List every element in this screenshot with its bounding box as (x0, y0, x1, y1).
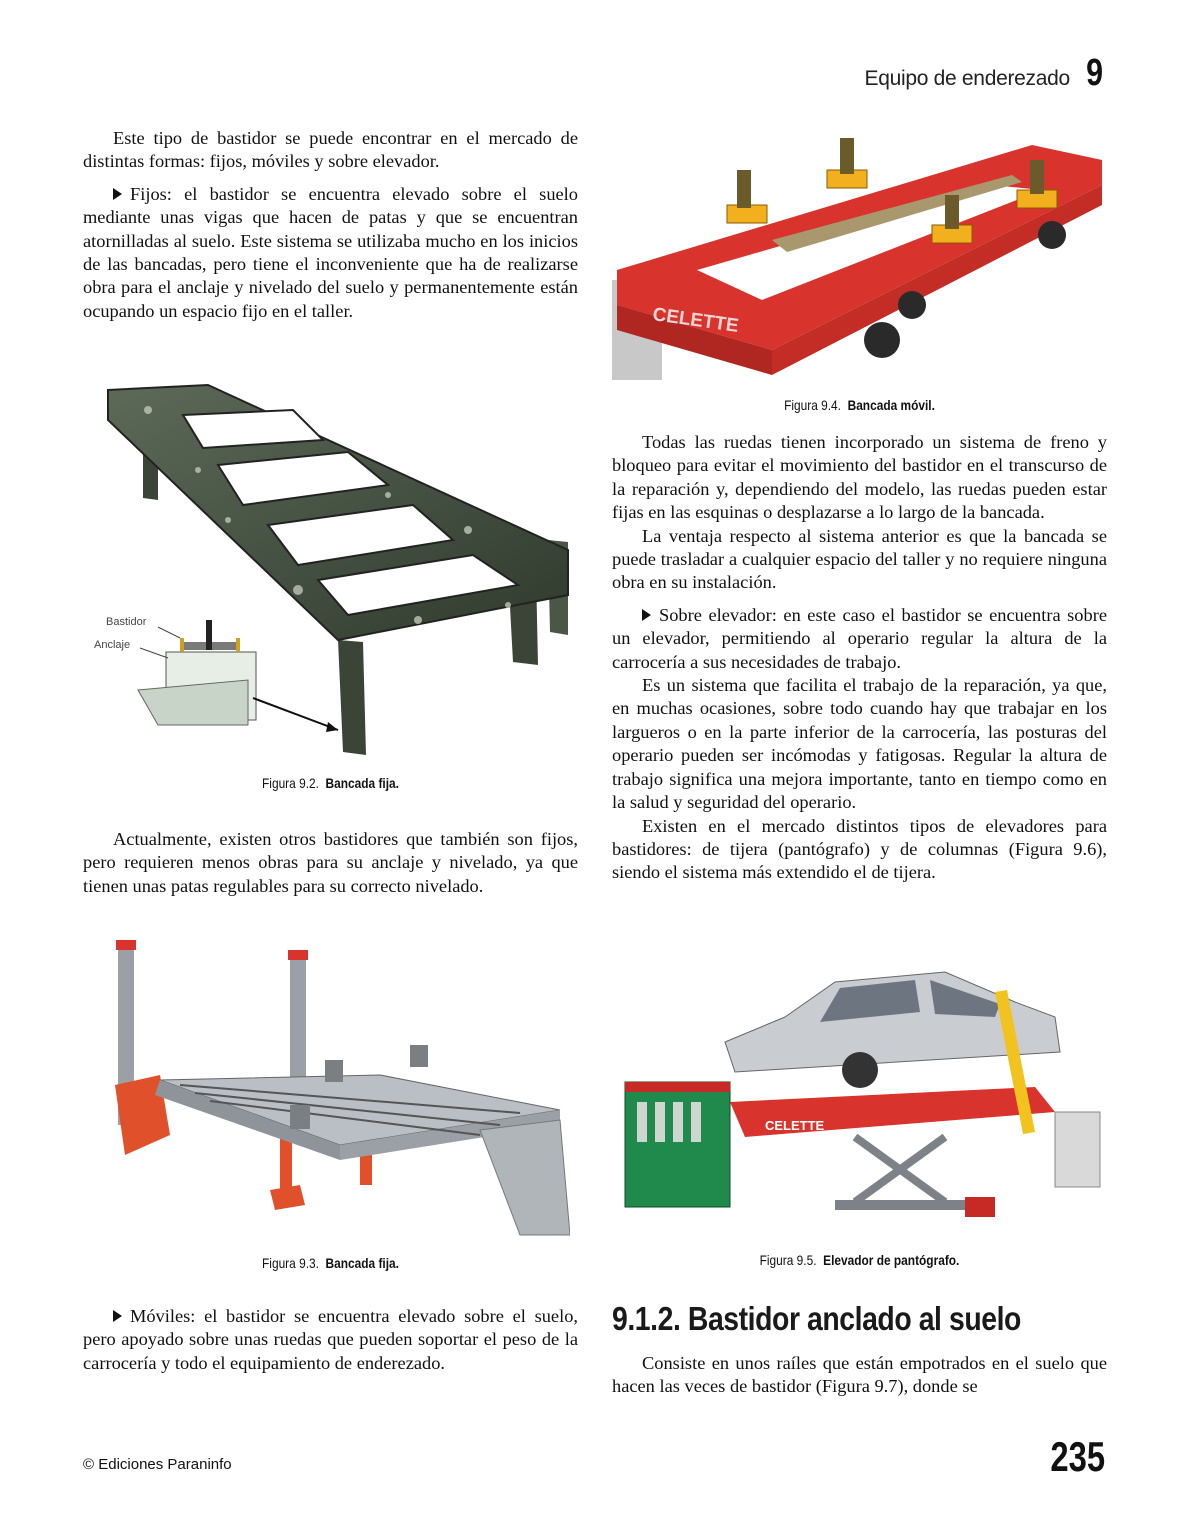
celette-brand-label: CELETTE (651, 304, 740, 337)
label-anclaje: Anclaje (94, 639, 131, 651)
figure-9-3-image (100, 935, 570, 1240)
figure-9-3-caption: Figura 9.3. Bancada fija. (262, 1255, 399, 1271)
running-header (865, 52, 1105, 95)
figure-9-4-image (612, 130, 1107, 380)
paragraph-consiste: Consiste en unos raíles que están empotrados en el suelo que hacen las veces de bastidor (Figura 9.7), donde se (612, 1353, 1107, 1397)
right-column-bottom (612, 1352, 1107, 1399)
figure-9-2-caption: Figura 9.2. Bancada fija. (262, 775, 399, 791)
fixed-bench-illustration (88, 380, 588, 760)
adjustable-bench-illustration (100, 935, 570, 1240)
paragraph-ruedas: Todas las ruedas tienen incorporado un sistema de freno y bloqueo para evitar el movimiento del bastidor en el transcurso de la reparación y, dependiendo del modelo, las ruedas pueden estar fijas en las esquinas o desplazarse a lo largo de la bancada. (612, 432, 1107, 523)
left-column-middle (83, 828, 578, 898)
left-column-top (83, 127, 578, 323)
paragraph-fijos-text: Fijos: el bastidor se encuentra elevado sobre el suelo mediante unas vigas que hacen de patas y que se encuentran atornilladas al suelo. Este sistema se utilizaba mucho en los inicios de las bancadas, pero tiene el inconveniente que ha de realizarse obra para el anclaje y nivelado del suelo y permanentemente están ocupando un espacio fijo en el taller. (83, 183, 578, 321)
figure-9-2-image (88, 380, 588, 760)
figure-9-4-caption: Figura 9.4. Bancada móvil. (784, 397, 935, 413)
scissor-lift-illustration (615, 962, 1107, 1237)
label-bastidor: Bastidor (106, 616, 147, 628)
paragraph-actualmente: Actualmente, existen otros bastidores que también son fijos, pero requieren menos obras para su anclaje y nivelado, ya que tienen unas patas regulables para su correcto nivelado. (83, 829, 578, 896)
paragraph-existen: Existen en el mercado distintos tipos de elevadores para bastidores: de tijera (pantógrafo) y de columnas (Figura 9.6), siendo el sistema más extendido el de tijera. (612, 815, 1107, 883)
triangle-bullet-icon (113, 188, 122, 200)
triangle-bullet-icon (113, 1310, 122, 1322)
section-heading-9-1-2: 9.1.2. Bastidor anclado al suelo (612, 1300, 1021, 1337)
celette-lift-brand-label: CELETTE (765, 1118, 825, 1133)
paragraph-moviles-text: Móviles: el bastidor se encuentra elevado sobre el suelo, pero apoyado sobre unas ruedas que pueden soportar el peso de la carrocería y todo el equipamiento de enderezado. (83, 1306, 578, 1373)
paragraph-fijos (83, 183, 578, 323)
paragraph-sobre-elevador-text: Sobre elevador: en este caso el bastidor se encuentra sobre un elevador, permitiendo al operario regular la altura de la carrocería a sus necesidades de trabajo. (612, 604, 1107, 672)
figure-9-5-image (615, 962, 1107, 1237)
running-title: Equipo de enderezado (864, 67, 1070, 90)
paragraph-sobre-elevador (612, 604, 1107, 674)
right-column-top (612, 431, 1107, 885)
chapter-number: 9 (1085, 52, 1103, 94)
mobile-bench-illustration (612, 130, 1107, 380)
figure-9-5-caption: Figura 9.5. Elevador de pantógrafo. (759, 1252, 960, 1268)
triangle-bullet-icon (642, 609, 651, 621)
left-column-bottom (83, 1305, 578, 1375)
paragraph-sistema: Es un sistema que facilita el trabajo de la reparación, ya que, en muchas ocasiones, sobre todo cuando hay que trabajar en los largueros o en la parte inferior de la carrocería, las posturas del operario pueden ser incómodas y fatigosas. Regular la altura de trabajo significa una mejora importante, tanto en tiempo como en la salud y seguridad del operario. (612, 675, 1107, 813)
footer-copyright: © Ediciones Paraninfo (83, 1456, 232, 1473)
paragraph-ventaja: La ventaja respecto al sistema anterior es que la bancada se puede trasladar a cualquier espacio del taller y no requiere ninguna obra en su instalación. (612, 525, 1107, 593)
paragraph-moviles (83, 1305, 578, 1375)
paragraph-intro: Este tipo de bastidor se puede encontrar en el mercado de distintas formas: fijos, móviles y sobre elevador. (83, 128, 578, 172)
page-number: 235 (1050, 1433, 1105, 1480)
